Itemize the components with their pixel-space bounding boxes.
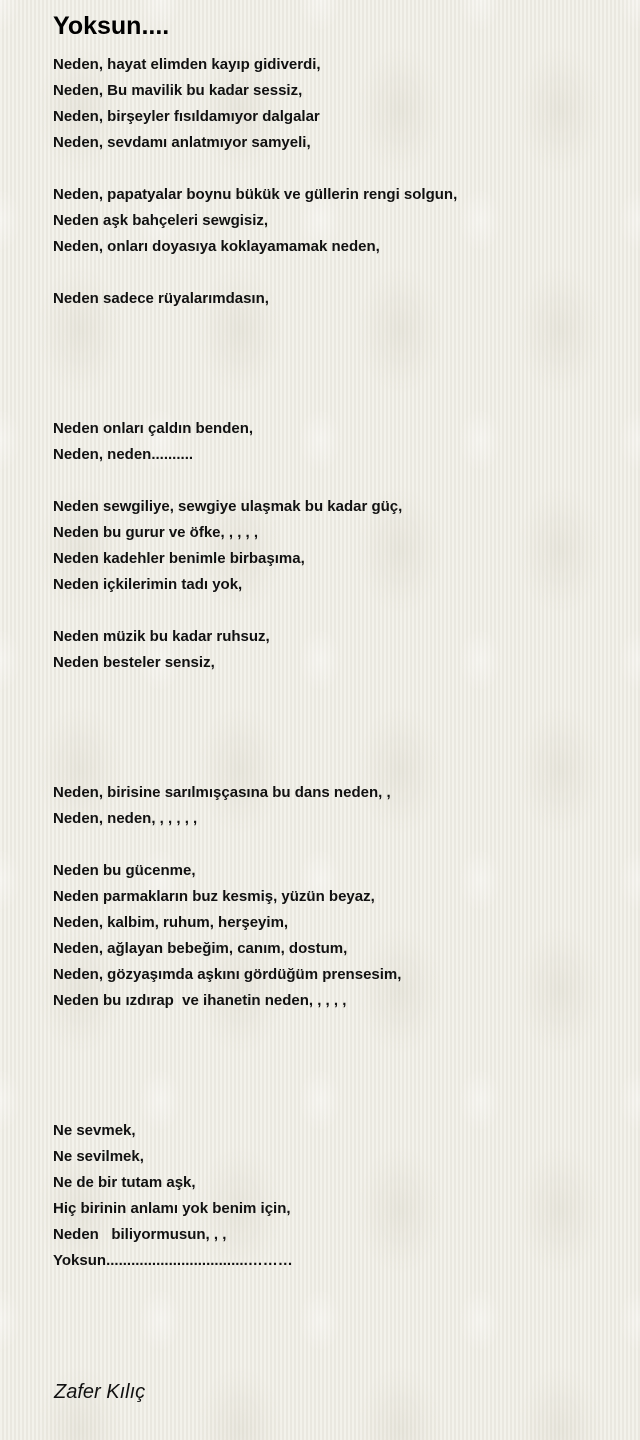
poem-line: Ne sevilmek, xyxy=(53,1148,144,1165)
poem-line: Neden bu ızdırap ve ihanetin neden, , , , , xyxy=(53,992,347,1009)
stanza-gap xyxy=(53,468,613,494)
poem-line: Neden biliyormusun, , , xyxy=(53,1226,227,1243)
stanza-2 xyxy=(53,182,613,260)
stanza-gap xyxy=(53,156,613,182)
poem-line: Neden besteler sensiz, xyxy=(53,654,215,671)
stanza-6 xyxy=(53,624,613,676)
poem-line: Neden, kalbim, ruhum, herşeyim, xyxy=(53,914,289,931)
poem-line: Neden bu gücenme, xyxy=(53,862,196,879)
poem-line: Neden onları çaldın benden, xyxy=(53,420,254,437)
poem-line: Neden, gözyaşımda aşkını gördüğüm prensesim, xyxy=(53,966,402,983)
poem-line: Neden parmakların buz kesmiş, yüzün beyaz, xyxy=(53,888,375,905)
stanza-8 xyxy=(53,858,613,1014)
stanza-gap xyxy=(53,598,613,624)
stanza-4 xyxy=(53,416,613,468)
poem-title: Yoksun.... xyxy=(53,12,170,40)
poem-line: Neden içkilerimin tadı yok, xyxy=(53,576,243,593)
stanza-3 xyxy=(53,286,613,312)
poem-line: Hiç birinin anlamı yok benim için, xyxy=(53,1200,291,1217)
poem-line: Neden, ağlayan bebeğim, canım, dostum, xyxy=(53,940,348,957)
poem-line: Neden, birşeyler fısıldamıyor dalgalar xyxy=(53,108,320,125)
poem-author: Zafer Kılıç xyxy=(54,1381,146,1403)
poem-line: Ne sevmek, xyxy=(53,1122,136,1139)
stanza-gap xyxy=(53,260,613,286)
poem-line: Neden sadece rüyalarımdasın, xyxy=(53,290,269,307)
poem-line: Neden sewgiliye, sewgiye ulaşmak bu kadar güç, xyxy=(53,498,403,515)
poem-body xyxy=(53,52,613,1274)
stanza-gap xyxy=(53,1014,613,1118)
poem-line: Yoksun..................................……… xyxy=(53,1252,293,1269)
stanza-gap xyxy=(53,312,613,416)
stanza-7 xyxy=(53,780,613,832)
poem-line: Neden, papatyalar boynu bükük ve güllerin rengi solgun, xyxy=(53,186,458,203)
poem-line: Neden, sevdamı anlatmıyor samyeli, xyxy=(53,134,311,151)
stanza-5 xyxy=(53,494,613,598)
poem-line: Neden, birisine sarılmışçasına bu dans neden, , xyxy=(53,784,391,801)
poem-line: Neden, hayat elimden kayıp gidiverdi, xyxy=(53,56,321,73)
poem-line: Neden, neden.......... xyxy=(53,446,194,463)
poem-line: Neden aşk bahçeleri sewgisiz, xyxy=(53,212,269,229)
stanza-gap xyxy=(53,676,613,780)
poem-line: Neden müzik bu kadar ruhsuz, xyxy=(53,628,270,645)
poem-line: Neden, Bu mavilik bu kadar sessiz, xyxy=(53,82,303,99)
poem-line: Ne de bir tutam aşk, xyxy=(53,1174,196,1191)
stanza-gap xyxy=(53,832,613,858)
poem-line: Neden, neden, , , , , , xyxy=(53,810,198,827)
poem-line: Neden kadehler benimle birbaşıma, xyxy=(53,550,305,567)
poem-line: Neden bu gurur ve öfke, , , , , xyxy=(53,524,259,541)
stanza-9 xyxy=(53,1118,613,1274)
poem-line: Neden, onları doyasıya koklayamamak neden, xyxy=(53,238,380,255)
stanza-1 xyxy=(53,52,613,156)
